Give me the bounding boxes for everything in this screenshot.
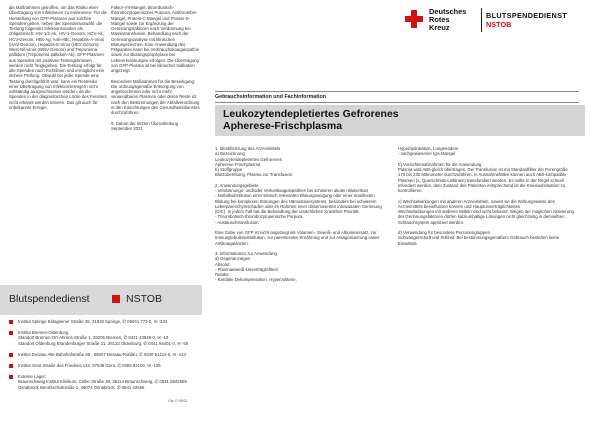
red-square-icon bbox=[9, 320, 13, 324]
document-title: Leukozytendepletiertes Gefrorenes Apherese-Frischplasma bbox=[223, 108, 399, 132]
red-cross-icon bbox=[404, 9, 424, 29]
institute-item bbox=[9, 374, 205, 390]
text-column-1: die Maßnahmen getroffen, um das Risiko einer Übertragung von Infektionen zu minimieren. Für die Herstellung von GFP-Plasmen aus solchen Spenden gelten, neben der Spenderauswahl, die Testung folgender Infektionsmarker als obligatorisch: HIV-1/2-Ak, HIV-1-Genom, HCV-Ak, HCV-Genom, HBs-Ag, Anti-HBc, Hepatitis-A-Virus (HAV-Genom), Hepatitis-E-Virus (HEV-Genom), West-Nil-Virus (WNV-Genom) und Treponema pallidum (Treponema pallidum-Ak). GFP-Plasmen aus Spenden mit positiven Testergebnissen werden nicht freigegeben. Die Testung erfolgt für alle Spenden nach Richtlinien und ermöglicht eine sichere Prüfung. Obwohl bei jeder Spende eine Testung durchgeführt wird, kann ein Restrisiko einer Übertragung von Infektionserregern nicht vollständig ausgeschlossen werden, da die Spenden in der diagnostischen Lücke des Fensters nicht erkannt werden können. Das gilt auch für unbekannte Erreger. bbox=[9, 5, 107, 110]
service-name: BLUTSPENDEDIENST bbox=[486, 11, 568, 20]
title-box bbox=[215, 105, 585, 136]
red-square-icon bbox=[112, 295, 120, 303]
institute-text: Institut Dessau Alte Bahnhofstraße 85 , 06847 Dessau-Roßlau, ✆ 0340 51141-0, ✉ -144 bbox=[18, 351, 186, 357]
banner-name: Blutspendedienst bbox=[9, 293, 90, 305]
text-column-3: 1. Identifizierung des Arzneimittels a) Bezeichnung Leukozytendepletiertes Gefrorenes Apherese-Frischplasma b) Stoffgruppe Blutzubereitung, Plasma zur Transfusion 2. Anwendungsgebiete - Verdünnungs- und/oder Verlustkoagulopathien bei schweren akuten Blutverlust - Notfallsubstitution einer klinisch relevanten Blutungsneigung oder einer manifesten Blutung bei komplexen Störungen des Hämostasesystems, besonders bei schwerem Leberparenchymschaden oder im Rahmen einer disseminierten intravasalen Gerinnung (DIC). In jedem Fall hat die Behandlung der ursächlichen Krankheit Priorität. - Thrombotisch-thrombozytopenische Purpura - Austauschtransfusion Eine Gabe von GFP ist nicht angezeigt als Volumen-, Eiweiß- und Albuminersatz, zur Immunglobulinsubstitution, zur parenteralen Ernährung und zur Antagonisierung oraler Antikoagulanzien. 3. Informationen zur Anwendung a) Gegenanzeigen Absolut: - Plasmaeiweiß-Unverträglichkeit Relativ: - Kardiale Dekompensation, Hypervolämie, bbox=[215, 146, 382, 283]
red-square-icon bbox=[9, 364, 13, 368]
institute-text: Institut Springe Eldagsener Straße 38, 31832 Springe, ✆ 05041 772-0, ✉ -334 bbox=[18, 319, 168, 324]
text-column-2: Faktor-VII-Mangel, thrombotisch-thrombozytopenischer Purpura, Antithrombin-Mangel, Protein-C-Mangel und Protein-S-Mangel sowie zur Ergänzung der Gerinnungsfaktoren nach Verdünnung bei Massivtransfusion. Behandlung nach der Gerinnungsanalyse mit klinischen Blutungszeichen. Eine Anwendung des Präparates kann bei Verbrauchskoagulopathie sowie zur Blutungsprophylaxe bei Lebererkrankungen erfolgen. Die Übertragung von GFP-Plasma ist bei klinischer Indikation angezeigt. Besondere Maßnahmen für die Beseitigung: Die ordnungsgemäße Entsorgung von angebrochenen oder nicht mehr verwendbaren Plasmen oder deren Reste ist nach den Bestimmungen der Abfallverordnung in den Einrichtungen des Gesundheitsdienstes durchzuführen. 9. Datum der letzten Überarbeitung September 2021 bbox=[111, 5, 200, 131]
heading-rule-top bbox=[215, 91, 579, 92]
red-square-icon bbox=[9, 375, 13, 379]
service-sub: NSTOB bbox=[486, 20, 512, 29]
heading-rule-bottom bbox=[215, 102, 579, 103]
institute-item bbox=[9, 363, 205, 368]
institute-list bbox=[9, 319, 205, 396]
document-code: Gfp O 09/21 bbox=[168, 399, 188, 403]
institute-item bbox=[9, 352, 205, 357]
institute-item bbox=[9, 330, 205, 346]
text-column-4: Hyperhydratation, Lungenödem - nachgewiesener IgA-Mangel b) Vorsichtsmaßnahmen für die Anwendung Plasma wird AB0-gleich übertragen. Die Transfusion ist mit Standardfilter der Porengröße 170 bis 230 Mikrometer durchzuführen. In Ausnahmefällen können auch AB0-kompatible Plasmen (s. Querschnitts-Leitlinien) transfundiert werden. Es sollte in der Regel schnell infundiert werden, dem Zustand des Patienten entsprechend ist die Kreislaufsituation zu kontrollieren. c) Wechselwirkungen mit anderen Arzneimitteln, soweit sie die Wirkungsweise des Arzneimittels beeinflussen können und Hauptunverträglichkeiten Wechselwirkungen mit anderen Mitteln sind nicht bekannt. Wegen der möglichen Aktivierung der Gerinnungsfaktoren dürfen kalziumhaltige Lösungen nicht gleichzeitig in demselben Schlauchsystem appliziert werden. d) Verwendung für besondere Personengruppen Schwangerschaft und Stillzeit: Bei bestimmungsgemäßem Gebrauch bestehen keine Einwände. bbox=[398, 146, 574, 246]
institute-item bbox=[9, 319, 205, 324]
logo-divider bbox=[481, 8, 482, 32]
drk-logo bbox=[404, 6, 594, 34]
institute-text: Institut Bremen-Oldenburg Standort Bremen Ort-Ahrens-Straße 1, 28205 Bremen, ✆ 0421 43949-0, ✉ -10 Standort Oldenburg Brandenburger Straße 21, 26133 Oldenburg, ✆ 0441 94401-0, ✉ -56 bbox=[18, 330, 189, 346]
institute-text: Institut Gera Straße des Friedens 122, 07548 Gera, ✆ 0365 82100, ✉ -105 bbox=[18, 363, 161, 369]
red-square-icon bbox=[9, 331, 13, 335]
institute-text: Externe Lager: Braunschweig Institut Klinikum, Celler Straße 38, 38114 Braunschweig, ✆ 0531 5942569 Osnabrück Berufsschulstraße 1, 49074 Osnabrück, ✆ 0541 42555 bbox=[18, 374, 187, 390]
banner-sub: NSTOB bbox=[126, 293, 162, 305]
brand-name: Deutsches Rotes Kreuz bbox=[429, 7, 467, 32]
section-heading: Gebrauchsinformation und Fachinformation bbox=[215, 94, 326, 100]
red-square-icon bbox=[9, 353, 13, 357]
footer-banner bbox=[0, 285, 202, 315]
